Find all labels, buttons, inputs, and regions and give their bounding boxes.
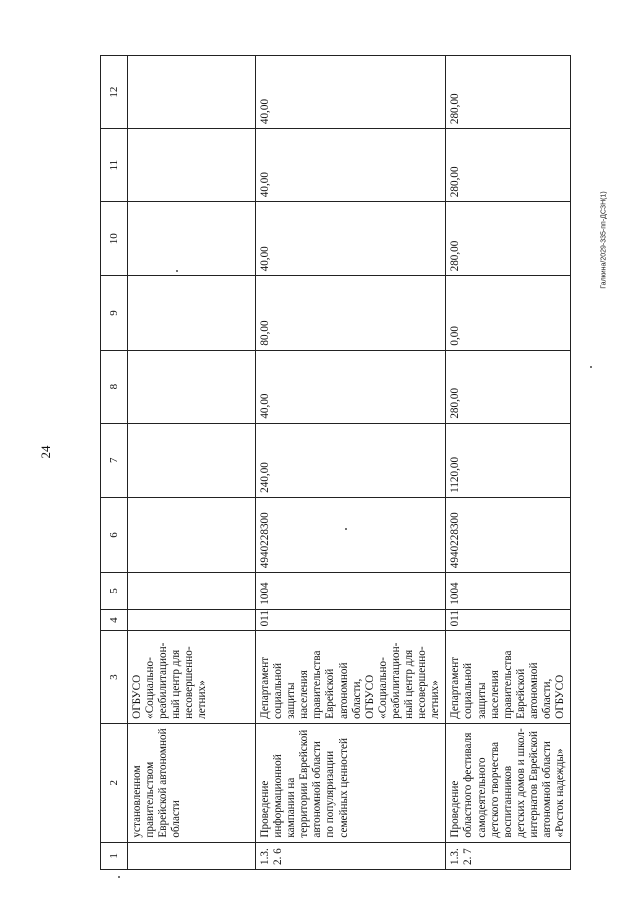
- total-amount-cell: 1120,00: [446, 423, 571, 497]
- target-article-cell: [128, 497, 256, 572]
- scan-speck: [345, 528, 347, 530]
- page-number: 24: [38, 445, 53, 459]
- scan-speck: [590, 366, 592, 368]
- year-amount-cell: 280,00: [446, 56, 571, 129]
- header-cell: 9: [101, 276, 128, 350]
- total-amount-cell: 240,00: [256, 423, 446, 497]
- year-amount-cell: 280,00: [446, 350, 571, 423]
- target-article-cell: 4940228300: [256, 497, 446, 572]
- section-cell: [128, 573, 256, 610]
- year-amount-cell: 280,00: [446, 129, 571, 202]
- section-cell: 1004: [446, 573, 571, 610]
- header-cell: 4: [101, 609, 128, 631]
- executor-cell: ОГБУСО «Социально-реабилитацион-ный центр для несовершенно-летних»: [128, 631, 256, 723]
- scan-speck: [118, 876, 120, 878]
- table-row: [256, 56, 446, 870]
- activity-name-cell: Проведение информационной кампании на территории Еврейской автономной области по популяризации семейных ценностей: [256, 723, 446, 842]
- year-amount-cell: 0,00: [446, 276, 571, 350]
- year-amount-cell: [128, 202, 256, 276]
- year-amount-cell: [128, 56, 256, 129]
- header-cell: 12: [101, 56, 128, 129]
- code-cell: [128, 609, 256, 631]
- total-amount-cell: [128, 423, 256, 497]
- activity-name-cell: Проведение областного фестиваля самодеятельного детского творчества воспитанников детских домов и школ-интернатов Еврейской автономной области «Росток надежды»: [446, 723, 571, 842]
- header-cell: 3: [101, 631, 128, 723]
- code-cell: 011: [446, 609, 571, 631]
- header-cell: 1: [101, 842, 128, 869]
- year-amount-cell: 40,00: [256, 202, 446, 276]
- header-cell: 2: [101, 723, 128, 842]
- target-article-cell: 4940228300: [446, 497, 571, 572]
- year-amount-cell: [128, 350, 256, 423]
- table-row: [128, 56, 256, 870]
- executor-cell: Департамент социальной защиты населения правительства Еврейской автономной области, ОГБУСО: [446, 631, 571, 723]
- table-header-row: [101, 56, 128, 870]
- header-cell: 8: [101, 350, 128, 423]
- year-amount-cell: 80,00: [256, 276, 446, 350]
- budget-table: [100, 55, 571, 870]
- executor-cell: Департамент социальной защиты населения правительства Еврейской автономной области, ОГБУСО «Социально-реабилитацион-ный центр для несовершенно-летних»: [256, 631, 446, 723]
- header-cell: 5: [101, 573, 128, 610]
- footer-note: Галкина/2029-335-пп-ДСЗН(1): [600, 191, 608, 289]
- year-amount-cell: 40,00: [256, 56, 446, 129]
- year-amount-cell: 40,00: [256, 129, 446, 202]
- row-number-cell: 1.3.2. 7: [446, 842, 571, 869]
- header-cell: 11: [101, 129, 128, 202]
- year-amount-cell: 280,00: [446, 202, 571, 276]
- code-cell: 011: [256, 609, 446, 631]
- year-amount-cell: [128, 276, 256, 350]
- activity-name-cell: установленном правительством Еврейской автономной области: [128, 723, 256, 842]
- row-number-cell: [128, 842, 256, 869]
- header-cell: 7: [101, 423, 128, 497]
- row-number-cell: 1.3.2. 6: [256, 842, 446, 869]
- scan-speck: [176, 270, 178, 272]
- year-amount-cell: 40,00: [256, 350, 446, 423]
- rotated-table-container: [100, 55, 567, 870]
- table-row: [446, 56, 571, 870]
- header-cell: 10: [101, 202, 128, 276]
- year-amount-cell: [128, 129, 256, 202]
- header-cell: 6: [101, 497, 128, 572]
- section-cell: 1004: [256, 573, 446, 610]
